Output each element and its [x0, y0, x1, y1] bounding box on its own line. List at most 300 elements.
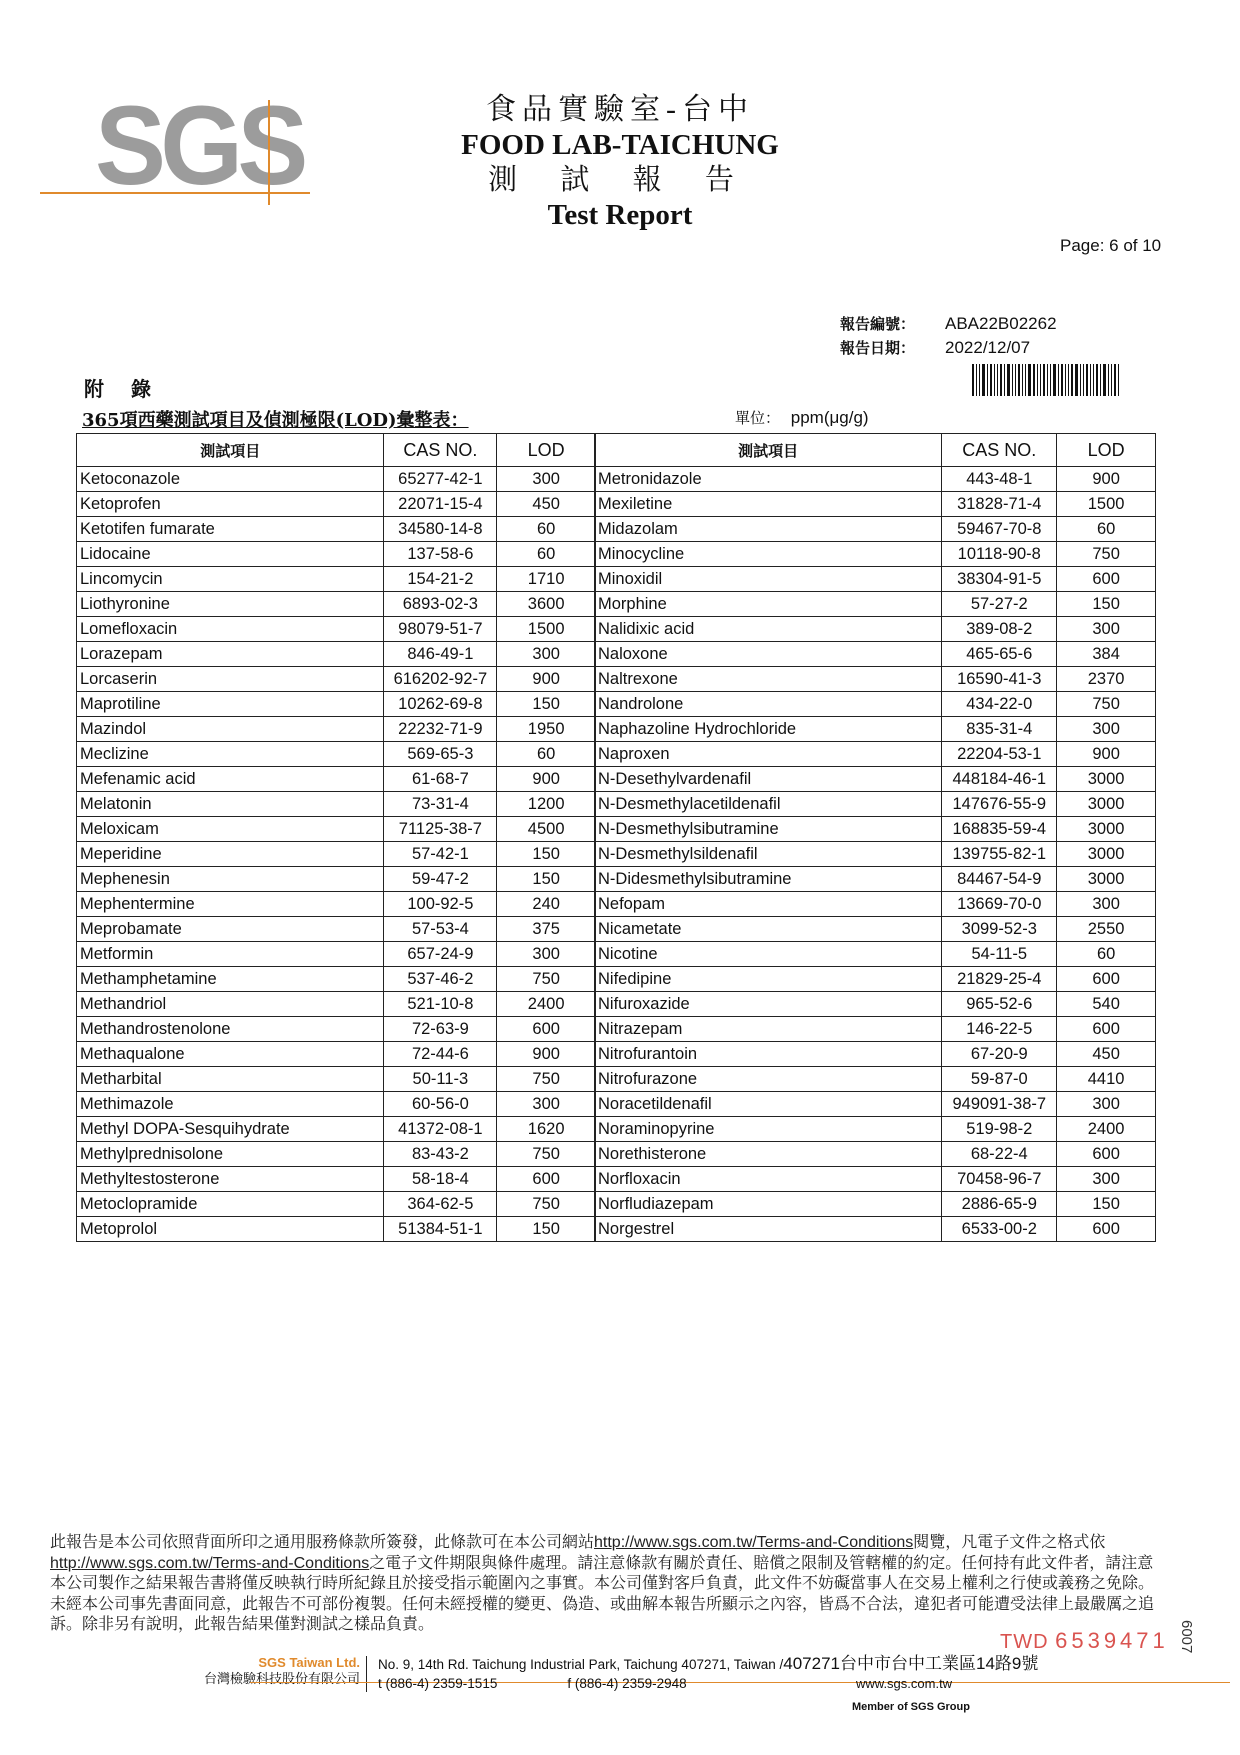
unit-label: 單位： [735, 409, 781, 427]
lod-value-cell: 1200 [497, 792, 596, 817]
cas-number-cell: 10262-69-8 [384, 692, 497, 717]
cas-number-cell: 70458-96-7 [942, 1167, 1057, 1192]
barcode-bar [1047, 364, 1048, 396]
report-no-label: 報告編號： [840, 315, 916, 333]
barcode-bar [1025, 364, 1026, 396]
drug-name-cell: Naltrexone [595, 667, 942, 692]
barcode-bar [1065, 364, 1066, 396]
drug-name-cell: Ketoconazole [77, 467, 384, 492]
table-row [595, 492, 1156, 517]
drug-name-cell: Norethisterone [595, 1142, 942, 1167]
table-row [77, 692, 596, 717]
cas-number-cell: 60-56-0 [384, 1092, 497, 1117]
lod-value-cell: 300 [1057, 1092, 1156, 1117]
table-row [595, 642, 1156, 667]
lod-value-cell: 750 [497, 1142, 596, 1167]
cas-number-cell: 84467-54-9 [942, 867, 1057, 892]
drug-name-cell: Maprotiline [77, 692, 384, 717]
barcode-bar [1086, 364, 1088, 396]
drug-name-cell: Methamphetamine [77, 967, 384, 992]
lod-value-cell: 2550 [1057, 917, 1156, 942]
barcode-bar [1061, 364, 1063, 396]
logo-vertical-line [268, 100, 270, 205]
lod-value-cell: 600 [497, 1017, 596, 1042]
table-body-left [77, 467, 596, 1242]
lod-value-cell: 3600 [497, 592, 596, 617]
barcode-bar [1000, 364, 1002, 396]
drug-name-cell: Meloxicam [77, 817, 384, 842]
table-row [77, 1217, 596, 1242]
cas-number-cell: 657-24-9 [384, 942, 497, 967]
barcode-bar [1037, 364, 1038, 396]
barcode-bar [1022, 364, 1023, 396]
cas-number-cell: 72-63-9 [384, 1017, 497, 1042]
lod-value-cell: 60 [1057, 942, 1156, 967]
cas-number-cell: 13669-70-0 [942, 892, 1057, 917]
side-number: 6007 [1178, 1620, 1195, 1654]
lod-value-cell: 450 [497, 492, 596, 517]
lod-value-cell: 4500 [497, 817, 596, 842]
drug-name-cell: Noracetildenafil [595, 1092, 942, 1117]
logo-text: SGS [95, 83, 303, 208]
table-row [595, 842, 1156, 867]
drug-name-cell: Morphine [595, 592, 942, 617]
lod-value-cell: 1500 [1057, 492, 1156, 517]
table-row [595, 917, 1156, 942]
barcode-bar [1068, 364, 1069, 396]
lod-value-cell: 375 [497, 917, 596, 942]
barcode-bar [1096, 364, 1098, 396]
table-row [77, 1067, 596, 1092]
drug-name-cell: Naloxone [595, 642, 942, 667]
cas-number-cell: 100-92-5 [384, 892, 497, 917]
cas-number-cell: 61-68-7 [384, 767, 497, 792]
col-header-lod: LOD [1057, 434, 1156, 467]
lod-value-cell: 60 [497, 742, 596, 767]
sgs-logo [40, 83, 310, 208]
barcode-bar [1083, 364, 1084, 396]
terms-link-1[interactable]: http://www.sgs.com.tw/Terms-and-Conditions [594, 1534, 914, 1551]
drug-name-cell: Methyltestosterone [77, 1167, 384, 1192]
table-row [77, 917, 596, 942]
serial-prefix: TWD [1000, 1631, 1049, 1653]
barcode-bar [997, 364, 998, 396]
cas-number-cell: 846-49-1 [384, 642, 497, 667]
table-row [595, 1042, 1156, 1067]
cas-number-cell: 71125-38-7 [384, 817, 497, 842]
barcode-bar [1004, 364, 1005, 396]
drug-name-cell: Nitrazepam [595, 1017, 942, 1042]
drug-name-cell: Nefopam [595, 892, 942, 917]
table-row [77, 1192, 596, 1217]
table-row [595, 1217, 1156, 1242]
barcode-bar [979, 364, 980, 396]
drug-name-cell: Meclizine [77, 742, 384, 767]
website[interactable]: www.sgs.com.tw [856, 1676, 953, 1691]
table-row [77, 867, 596, 892]
cas-number-cell: 57-53-4 [384, 917, 497, 942]
cas-number-cell: 168835-59-4 [942, 817, 1057, 842]
table-row [77, 467, 596, 492]
barcode-bar [1012, 364, 1013, 396]
drug-name-cell: Minocycline [595, 542, 942, 567]
table-row [77, 792, 596, 817]
cas-number-cell: 2886-65-9 [942, 1192, 1057, 1217]
barcode-bar [1103, 364, 1106, 396]
cas-number-cell: 54-11-5 [942, 942, 1057, 967]
contact [378, 1676, 757, 1691]
drug-name-cell: Nitrofurantoin [595, 1042, 942, 1067]
drug-name-cell: Meprobamate [77, 917, 384, 942]
drug-name-cell: Nalidixic acid [595, 617, 942, 642]
company-name-en: SGS Taiwan Ltd. [258, 1655, 360, 1670]
serial-number [1000, 1628, 1169, 1654]
lod-value-cell: 384 [1057, 642, 1156, 667]
drug-name-cell: Lincomycin [77, 567, 384, 592]
unit [735, 407, 869, 428]
cas-number-cell: 389-08-2 [942, 617, 1057, 642]
table-row [595, 617, 1156, 642]
barcode-bar [1100, 364, 1101, 396]
table-row [77, 642, 596, 667]
barcode-bar [1090, 364, 1091, 396]
drug-name-cell: Lorazepam [77, 642, 384, 667]
cas-number-cell: 3099-52-3 [942, 917, 1057, 942]
cas-number-cell: 41372-08-1 [384, 1117, 497, 1142]
drug-name-cell: Meperidine [77, 842, 384, 867]
lod-value-cell: 300 [1057, 617, 1156, 642]
lod-table-left [76, 433, 596, 1242]
drug-name-cell: Lomefloxacin [77, 617, 384, 642]
lod-value-cell: 300 [497, 642, 596, 667]
drug-name-cell: Methandriol [77, 992, 384, 1017]
col-header-item: 測試項目 [595, 434, 942, 467]
drug-name-cell: Mexiletine [595, 492, 942, 517]
table-row [595, 792, 1156, 817]
cas-number-cell: 72-44-6 [384, 1042, 497, 1067]
cas-number-cell: 22071-15-4 [384, 492, 497, 517]
lod-table-right [594, 433, 1156, 1242]
drug-name-cell: Metformin [77, 942, 384, 967]
serial-digits: 6539471 [1055, 1628, 1169, 1653]
report-date-label: 報告日期： [840, 339, 916, 357]
table-row [595, 967, 1156, 992]
table-row [77, 717, 596, 742]
table-row [595, 1167, 1156, 1192]
disclaimer-text-3: 之電子文件期限與條件處理。請注意條款有關於責任、賠償之限制及管轄權的約定。任何持有此文件者，請注意本公司製作之結果報告書將僅反映執行時所紀錄且於接受指示範圍內之事實。本公司僅對客戶負責，此文件不妨礙當事人在交易上權利之行使或義務之免除。未經本公司事先書面同意，此報告不可部份複製。任何未經授權的變更、偽造、或曲解本報告所顯示之內容，皆爲不合法，違犯者可能遭受法律上最嚴厲之追訴。除非另有說明，此報告結果僅對測試之樣品負責。 [50, 1554, 1155, 1633]
cas-number-cell: 154-21-2 [384, 567, 497, 592]
barcode-bar [1033, 364, 1035, 396]
cas-number-cell: 59-87-0 [942, 1067, 1057, 1092]
lod-value-cell: 3000 [1057, 792, 1156, 817]
drug-name-cell: Metoclopramide [77, 1192, 384, 1217]
cas-number-cell: 57-27-2 [942, 592, 1057, 617]
drug-name-cell: Ketotifen fumarate [77, 517, 384, 542]
drug-name-cell: N-Desmethylacetildenafil [595, 792, 942, 817]
cas-number-cell: 949091-38-7 [942, 1092, 1057, 1117]
table-row [77, 967, 596, 992]
table-row [595, 767, 1156, 792]
lod-value-cell: 2400 [1057, 1117, 1156, 1142]
cas-number-cell: 364-62-5 [384, 1192, 497, 1217]
table-row [595, 1067, 1156, 1092]
page-number: Page: 6 of 10 [1060, 236, 1162, 255]
drug-name-cell: N-Desmethylsildenafil [595, 842, 942, 867]
table-row [77, 617, 596, 642]
lod-value-cell: 150 [1057, 592, 1156, 617]
drug-name-cell: Nandrolone [595, 692, 942, 717]
drug-name-cell: Naproxen [595, 742, 942, 767]
table-row [595, 667, 1156, 692]
table-row [595, 817, 1156, 842]
table-row [77, 667, 596, 692]
cas-number-cell: 521-10-8 [384, 992, 497, 1017]
lod-value-cell: 300 [497, 942, 596, 967]
drug-name-cell: Naphazoline Hydrochloride [595, 717, 942, 742]
drug-name-cell: Norfludiazepam [595, 1192, 942, 1217]
drug-name-cell: Mephentermine [77, 892, 384, 917]
drug-name-cell: Nitrofurazone [595, 1067, 942, 1092]
lod-value-cell: 60 [497, 542, 596, 567]
drug-name-cell: Norfloxacin [595, 1167, 942, 1192]
drug-name-cell: Mazindol [77, 717, 384, 742]
lod-value-cell: 4410 [1057, 1067, 1156, 1092]
lod-value-cell: 600 [1057, 1017, 1156, 1042]
report-no: ABA22B02262 [945, 314, 1057, 333]
table-row [595, 1192, 1156, 1217]
barcode-bar [1028, 364, 1031, 396]
lod-value-cell: 750 [497, 1067, 596, 1092]
drug-name-cell: Liothyronine [77, 592, 384, 617]
cas-number-cell: 537-46-2 [384, 967, 497, 992]
table-row [77, 1092, 596, 1117]
lod-value-cell: 300 [1057, 892, 1156, 917]
terms-link-2[interactable]: http://www.sgs.com.tw/Terms-and-Conditions [50, 1554, 370, 1572]
drug-name-cell: Methimazole [77, 1092, 384, 1117]
report-info [840, 312, 1057, 360]
cas-number-cell: 59467-70-8 [942, 517, 1057, 542]
lod-value-cell: 150 [497, 867, 596, 892]
table-row [77, 1017, 596, 1042]
table-row [595, 542, 1156, 567]
lod-value-cell: 900 [1057, 467, 1156, 492]
table-row [595, 892, 1156, 917]
cas-number-cell: 50-11-3 [384, 1067, 497, 1092]
barcode-bar [1007, 364, 1010, 396]
appendix-label: 附 錄 [84, 377, 161, 401]
lod-value-cell: 3000 [1057, 767, 1156, 792]
barcode-bar [1108, 364, 1109, 396]
cas-number-cell: 835-31-4 [942, 717, 1057, 742]
lod-value-cell: 2400 [497, 992, 596, 1017]
drug-name-cell: Melatonin [77, 792, 384, 817]
barcode-bar [994, 364, 995, 396]
barcode-bar [1018, 364, 1020, 396]
drug-name-cell: Methyl DOPA-Sesquihydrate [77, 1117, 384, 1142]
lod-value-cell: 1620 [497, 1117, 596, 1142]
col-header-cas: CAS NO. [942, 434, 1057, 467]
lod-value-cell: 300 [1057, 717, 1156, 742]
drug-name-cell: Minoxidil [595, 567, 942, 592]
cas-number-cell: 465-65-6 [942, 642, 1057, 667]
table-row [77, 742, 596, 767]
barcode-bar [1111, 364, 1112, 396]
lod-value-cell: 1950 [497, 717, 596, 742]
lod-value-cell: 540 [1057, 992, 1156, 1017]
cas-number-cell: 519-98-2 [942, 1117, 1057, 1142]
barcode-bar [1114, 364, 1116, 396]
drug-name-cell: Nicametate [595, 917, 942, 942]
table-row [77, 567, 596, 592]
cas-number-cell: 68-22-4 [942, 1142, 1057, 1167]
barcode-bar [1071, 364, 1073, 396]
lod-value-cell: 900 [497, 767, 596, 792]
telephone: t (886-4) 2359-1515 [378, 1676, 498, 1691]
table-row [77, 1142, 596, 1167]
cas-number-cell: 34580-14-8 [384, 517, 497, 542]
cas-number-cell: 31828-71-4 [942, 492, 1057, 517]
barcode-bar [1080, 364, 1081, 396]
table-row [595, 1117, 1156, 1142]
fax: f (886-4) 2359-2948 [567, 1676, 687, 1691]
table-row [77, 942, 596, 967]
barcode-bar [1053, 364, 1056, 396]
drug-name-cell: Nifuroxazide [595, 992, 942, 1017]
lod-value-cell: 150 [1057, 1192, 1156, 1217]
member-of-sgs-group: Member of SGS Group [852, 1701, 970, 1713]
drug-name-cell: Mephenesin [77, 867, 384, 892]
col-header-lod: LOD [497, 434, 596, 467]
lod-value-cell: 600 [1057, 567, 1156, 592]
barcode-bar [987, 364, 988, 396]
cas-number-cell: 38304-91-5 [942, 567, 1057, 592]
barcode-bar [976, 364, 977, 396]
table-row [77, 542, 596, 567]
lod-value-cell: 750 [497, 967, 596, 992]
cas-number-cell: 16590-41-3 [942, 667, 1057, 692]
drug-name-cell: Ketoprofen [77, 492, 384, 517]
cas-number-cell: 22204-53-1 [942, 742, 1057, 767]
drug-name-cell: Norgestrel [595, 1217, 942, 1242]
barcode [972, 364, 1138, 396]
lod-value-cell: 1500 [497, 617, 596, 642]
table-row [595, 992, 1156, 1017]
drug-name-cell: N-Didesmethylsibutramine [595, 867, 942, 892]
lod-value-cell: 750 [1057, 542, 1156, 567]
company-name-zh: 台灣檢驗科技股份有限公司 [203, 1672, 360, 1687]
table-body-right [595, 467, 1156, 1242]
cas-number-cell: 21829-25-4 [942, 967, 1057, 992]
cas-number-cell: 443-48-1 [942, 467, 1057, 492]
disclaimer [50, 1533, 1160, 1636]
cas-number-cell: 434-22-0 [942, 692, 1057, 717]
subtitle-en: Test Report [547, 199, 693, 231]
drug-name-cell: N-Desethylvardenafil [595, 767, 942, 792]
cas-number-cell: 147676-55-9 [942, 792, 1057, 817]
barcode-bar [1040, 364, 1041, 396]
cas-number-cell: 146-22-5 [942, 1017, 1057, 1042]
table-row [595, 1017, 1156, 1042]
table-row [595, 592, 1156, 617]
unit-value: ppm(μg/g) [790, 408, 869, 427]
cas-number-cell: 6533-00-2 [942, 1217, 1057, 1242]
cas-number-cell: 83-43-2 [384, 1142, 497, 1167]
table-row [595, 567, 1156, 592]
cas-number-cell: 139755-82-1 [942, 842, 1057, 867]
table-row [77, 492, 596, 517]
lod-value-cell: 600 [1057, 967, 1156, 992]
drug-name-cell: Methaqualone [77, 1042, 384, 1067]
cas-number-cell: 569-65-3 [384, 742, 497, 767]
table-row [77, 517, 596, 542]
cas-number-cell: 6893-02-3 [384, 592, 497, 617]
report-titles [400, 92, 840, 232]
lod-value-cell: 60 [1057, 517, 1156, 542]
table-row [77, 892, 596, 917]
barcode-bar [1058, 364, 1059, 396]
lod-value-cell: 300 [497, 467, 596, 492]
cas-number-cell: 448184-46-1 [942, 767, 1057, 792]
table-row [77, 1117, 596, 1142]
drug-name-cell: Methylprednisolone [77, 1142, 384, 1167]
cas-number-cell: 137-58-6 [384, 542, 497, 567]
lod-value-cell: 300 [1057, 1167, 1156, 1192]
lod-value-cell: 750 [497, 1192, 596, 1217]
lod-value-cell: 150 [497, 842, 596, 867]
lod-value-cell: 600 [497, 1167, 596, 1192]
table-row [77, 1042, 596, 1067]
barcode-bar [982, 364, 985, 396]
cas-number-cell: 616202-92-7 [384, 667, 497, 692]
table-row [595, 517, 1156, 542]
title-en: FOOD LAB-TAICHUNG [461, 129, 779, 161]
table-row [77, 767, 596, 792]
drug-name-cell: Metronidazole [595, 467, 942, 492]
cas-number-cell: 51384-51-1 [384, 1217, 497, 1242]
cas-number-cell: 67-20-9 [942, 1042, 1057, 1067]
cas-number-cell: 22232-71-9 [384, 717, 497, 742]
lod-value-cell: 1710 [497, 567, 596, 592]
disclaimer-text-2: 閱覽，凡電子文件之格式依 [913, 1534, 1106, 1551]
table-row [77, 842, 596, 867]
lod-value-cell: 450 [1057, 1042, 1156, 1067]
address-zh: 407271台中市台中工業區14路9號 [783, 1654, 1039, 1673]
drug-name-cell: N-Desmethylsibutramine [595, 817, 942, 842]
table-row [595, 467, 1156, 492]
address-en: No. 9, 14th Rd. Taichung Industrial Park, Taichung 407271, Taiwan / [378, 1657, 784, 1672]
table-row [595, 717, 1156, 742]
table-row [595, 1092, 1156, 1117]
address [378, 1655, 1038, 1674]
barcode-bar [1050, 364, 1051, 396]
col-header-cas: CAS NO. [384, 434, 497, 467]
barcode-bar [972, 364, 974, 396]
table-row [77, 817, 596, 842]
cas-number-cell: 57-42-1 [384, 842, 497, 867]
lod-value-cell: 3000 [1057, 867, 1156, 892]
cas-number-cell: 59-47-2 [384, 867, 497, 892]
barcode-bar [1118, 364, 1119, 396]
barcode-bar [1043, 364, 1045, 396]
lod-value-cell: 900 [497, 667, 596, 692]
drug-name-cell: Noraminopyrine [595, 1117, 942, 1142]
barcode-bar [990, 364, 992, 396]
table-row [595, 742, 1156, 767]
table-row [77, 1167, 596, 1192]
cas-number-cell: 10118-90-8 [942, 542, 1057, 567]
footer-divider [366, 1656, 367, 1692]
cas-number-cell: 73-31-4 [384, 792, 497, 817]
